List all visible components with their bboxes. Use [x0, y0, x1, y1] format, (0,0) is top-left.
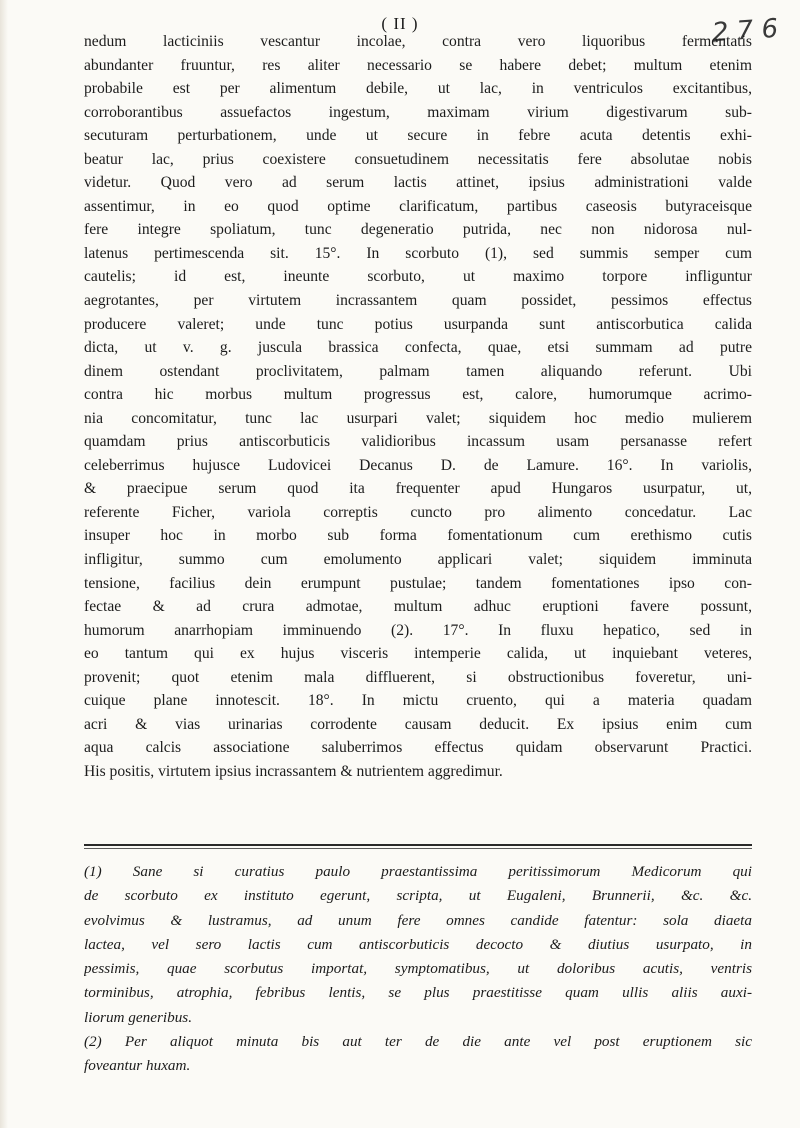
footnote-line: (2) Per aliquot minuta bis aut ter de die ante vel post eruptionem sic — [84, 1033, 752, 1051]
footnote-line: lactea, vel sero lactis cum antiscorbuticis decocto & diutius usurpato, in — [84, 935, 752, 953]
body-line: fectae & ad crura admotae, multum adhuc eruptioni favere possunt, — [84, 598, 752, 616]
handwritten-folio-number: 2 7 6 — [710, 13, 779, 49]
body-line: contra hic morbus multum progressus est, calore, humorumque acrimo- — [84, 386, 752, 404]
body-line: nedum lacticiniis vescantur incolae, contra vero liquoribus fermentatis — [84, 33, 752, 50]
body-line: acri & vias urinarias corrodente causam deducit. Ex ipsius enim cum — [84, 715, 752, 733]
body-line: cuique plane innotescit. 18°. In mictu cruento, qui a materia quadam — [84, 692, 752, 710]
body-line: corroborantibus assuefactos ingestum, maximam virium digestivarum sub- — [84, 103, 752, 121]
body-line: His positis, virtutem ipsius incrassantem & nutrientem aggredimur. — [84, 762, 503, 780]
body-line: provenit; quot etenim mala diffluerent, si obstructionibus foveretur, uni- — [84, 668, 752, 686]
body-line: tensione, facilius dein erumpunt pustulae; tandem fomentationes ipso con- — [84, 574, 752, 592]
body-line: celeberrimus hujusce Ludovicei Decanus D. de Lamure. 16°. In variolis, — [84, 456, 752, 474]
footnote-line: de scorbuto ex instituto egerunt, scripta, ut Eugaleni, Brunnerii, &c. &c. — [84, 887, 752, 905]
footnote-line: liorum generibus. — [84, 1008, 192, 1026]
footnote-line: evolvimus & lustramus, ad unum fere omnes candide fatentur: sola diaeta — [84, 911, 752, 929]
body-line: humorum anarrhopiam imminuendo (2). 17°. In fluxu hepatico, sed in — [84, 621, 752, 639]
footnote-line: pessimis, quae scorbutus importat, symptomatibus, ut doloribus acutis, ventris — [84, 960, 752, 978]
footnote-line: torminibus, atrophia, febribus lentis, se plus praestitisse quam ullis aliis auxi- — [84, 984, 752, 1002]
body-line: aegrotantes, per virtutem incrassantem quam possidet, pessimos effectus — [84, 292, 752, 310]
main-text-block — [84, 30, 752, 784]
footnote-separator-rule — [84, 844, 752, 846]
running-head-page-number: ( II ) — [381, 14, 419, 33]
body-line: probabile est per alimentum debile, ut lac, in ventriculos excitantibus, — [84, 80, 752, 98]
body-line: aqua calcis associatione saluberrimos effectus quidam observarunt Practici. — [84, 739, 752, 757]
footnote-line: (1) Sane si curatius paulo praestantissima peritissimorum Medicorum qui — [84, 863, 752, 880]
body-line: abundanter fruuntur, res aliter necessario se habere debet; multum etenim — [84, 56, 752, 74]
footnotes-block — [84, 860, 752, 1079]
page-binding-shadow — [0, 0, 8, 1128]
body-line: nia concomitatur, tunc lac usurpari valet; siquidem hoc medio mulierem — [84, 409, 752, 427]
body-line: secuturam perturbationem, unde ut secure in febre acuta detentis exhi- — [84, 127, 752, 145]
body-line: insuper hoc in morbo sub forma fomentationum cum erethismo cutis — [84, 527, 752, 545]
body-line: latenus pertimescenda sit. 15°. In scorbuto (1), sed summis semper cum — [84, 244, 752, 262]
body-line: cautelis; id est, ineunte scorbuto, ut maximo torpore infliguntur — [84, 268, 752, 286]
body-line: videtur. Quod vero ad serum lactis attinet, ipsius administrationi valde — [84, 174, 752, 192]
footnote-separator-rule-thin — [84, 848, 752, 849]
body-line: referente Ficher, variola correptis cuncto pro alimento concedatur. Lac — [84, 503, 752, 521]
footnote-line: foveantur huxam. — [84, 1057, 191, 1075]
body-line: dicta, ut v. g. jusculа brassica confecta, quae, etsi summam ad putre — [84, 339, 752, 357]
body-line: fere integre spoliatum, tunc degeneratio putrida, nec non nidorosa nul- — [84, 221, 752, 239]
body-line: producere valeret; unde tunc potius usurpanda sunt antiscorbutica calida — [84, 315, 752, 333]
body-line: & praecipue serum quod ita frequenter apud Hungaros usurpatur, ut, — [84, 480, 752, 498]
body-line: beatur lac, prius coexistere consuetudinem necessitatis fere absolutae nobis — [84, 150, 752, 168]
body-line: quamdam prius antiscorbuticis validioribus incassum usam persanasse refert — [84, 433, 752, 451]
body-line: eo tantum qui ex hujus visceris intemperie calida, ut inquiebant veteres, — [84, 645, 752, 663]
body-line: assentimur, in eo quod optime clarificatum, partibus caseosis butyraceisque — [84, 197, 752, 215]
body-line: infligitur, summo cum emolumento applicari valet; siquidem imminuta — [84, 551, 752, 569]
body-line: dinem ostendant proclivitatem, palmam tamen aliquando referunt. Ubi — [84, 362, 752, 380]
